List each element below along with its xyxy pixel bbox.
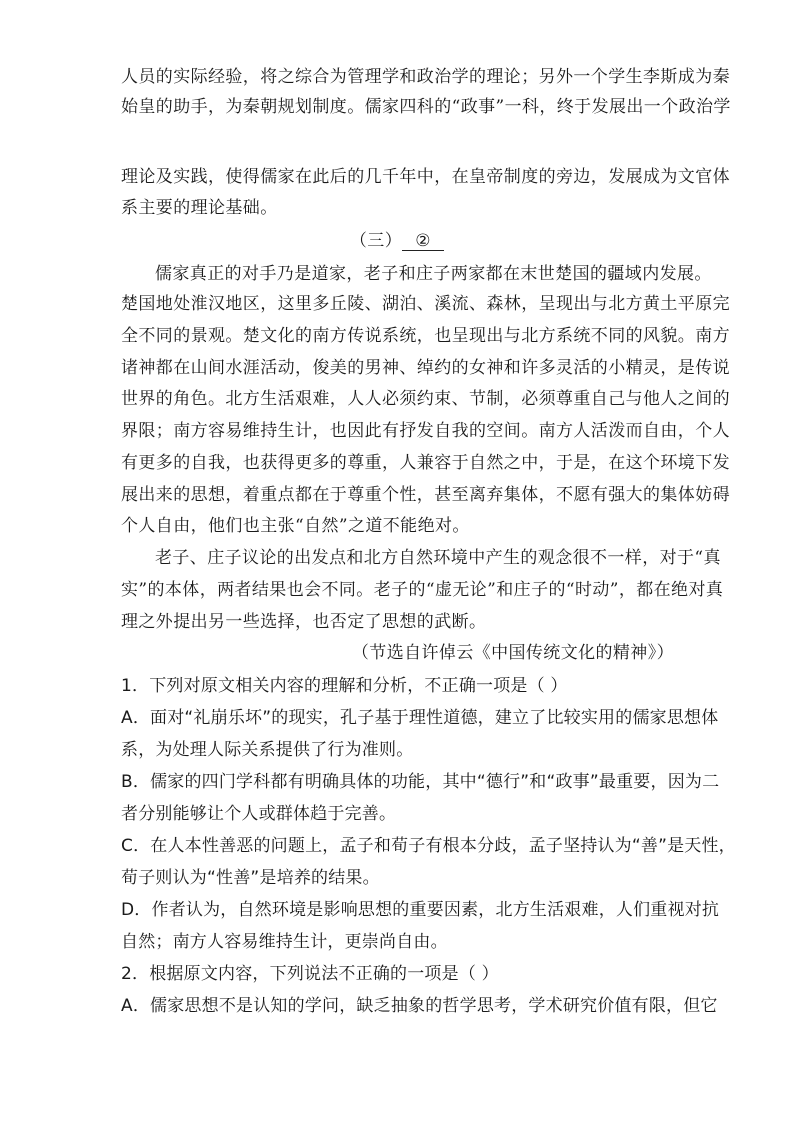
option-b-line: 者分别能够让个人或群体趋于完善。 xyxy=(121,804,397,824)
paragraph-line: 有更多的自我，也获得更多的尊重，人兼容于自然之中，于是，在这个环境下发 xyxy=(121,453,730,473)
question-stem: 2．根据原文内容，下列说法不正确的一项是（ ） xyxy=(121,964,499,984)
paragraph-line: 儒家真正的对手乃是道家，老子和庄子两家都在末世楚国的疆域内发展。 xyxy=(155,264,712,284)
passage-line: 始皇的助手，为秦朝规划制度。儒家四科的“政事”一科，终于发展出一个政治学 xyxy=(121,97,731,117)
source-citation: （节选自许倬云《中国传统文化的精神》） xyxy=(351,643,674,663)
paragraph-line: 界限；南方容易维持生计，也因此有抒发自我的空间。南方人活泼而自由，个人 xyxy=(121,421,730,441)
paragraph-line: 理之外提出另一些选择，也否定了思想的武断。 xyxy=(121,612,487,632)
option-b-line: B．儒家的四门学科都有明确具体的功能，其中“德行”和“政事”最重要，因为二 xyxy=(121,772,720,792)
option-d-line: 自然；南方人容易维持生计，更崇尚自由。 xyxy=(121,932,448,952)
paragraph-line: 诸神都在山间水涯活动，俊美的男神、绰约的女神和许多灵活的小精灵，是传说 xyxy=(121,358,730,378)
paragraph-line: 世界的角色。北方生活艰难，人人必须约束、节制，必须尊重自己与他人之间的 xyxy=(121,389,730,409)
question-stem: 1．下列对原文相关内容的理解和分析，不正确一项是（ ） xyxy=(121,676,568,696)
option-a-line: 系，为处理人际关系提供了行为准则。 xyxy=(121,740,414,760)
section-heading xyxy=(0,226,794,251)
section-heading-blank: ② xyxy=(402,232,444,251)
paragraph-line: 个人自由，他们也主张“自然”之道不能绝对。 xyxy=(121,516,470,536)
option-a-line: A．面对“礼崩乐坏”的现实，孔子基于理性道德，建立了比较实用的儒家思想体 xyxy=(121,708,719,728)
passage-line: 理论及实践，使得儒家在此后的几千年中，在皇帝制度的旁边，发展成为文官体 xyxy=(121,167,730,187)
paragraph-line: 展出来的思想，着重点都在于尊重个性，甚至离弃集体，不愿有强大的集体妨碍 xyxy=(121,485,730,505)
passage-line: 人员的实际经验，将之综合为管理学和政治学的理论；另外一个学生李斯成为秦 xyxy=(121,67,730,87)
option-d-line: D．作者认为，自然环境是影响思想的重要因素，北方生活艰难，人们重视对抗 xyxy=(121,900,720,920)
section-heading-label: （三） xyxy=(349,231,403,251)
paragraph-line: 楚国地处淮汉地区，这里多丘陵、湖泊、溪流、森林，呈现出与北方黄土平原完 xyxy=(121,294,730,314)
paragraph-line: 全不同的景观。楚文化的南方传说系统，也呈现出与北方系统不同的风貌。南方 xyxy=(121,326,730,346)
option-a-line: A．儒家思想不是认知的学问，缺乏抽象的哲学思考，学术研究价值有限，但它 xyxy=(121,996,718,1016)
option-c-line: C．在人本性善恶的问题上，孟子和荀子有根本分歧，孟子坚持认为“善”是天性， xyxy=(121,836,736,856)
option-c-line: 荀子则认为“性善”是培养的结果。 xyxy=(121,868,380,888)
passage-line: 系主要的理论基础。 xyxy=(121,198,278,218)
paragraph-line: 实”的本体，两者结果也会不同。老子的“虚无论”和庄子的“时动”，都在绝对真 xyxy=(121,580,724,600)
paragraph-line: 老子、庄子议论的出发点和北方自然环境中产生的观念很不一样，对于“真 xyxy=(155,548,721,568)
